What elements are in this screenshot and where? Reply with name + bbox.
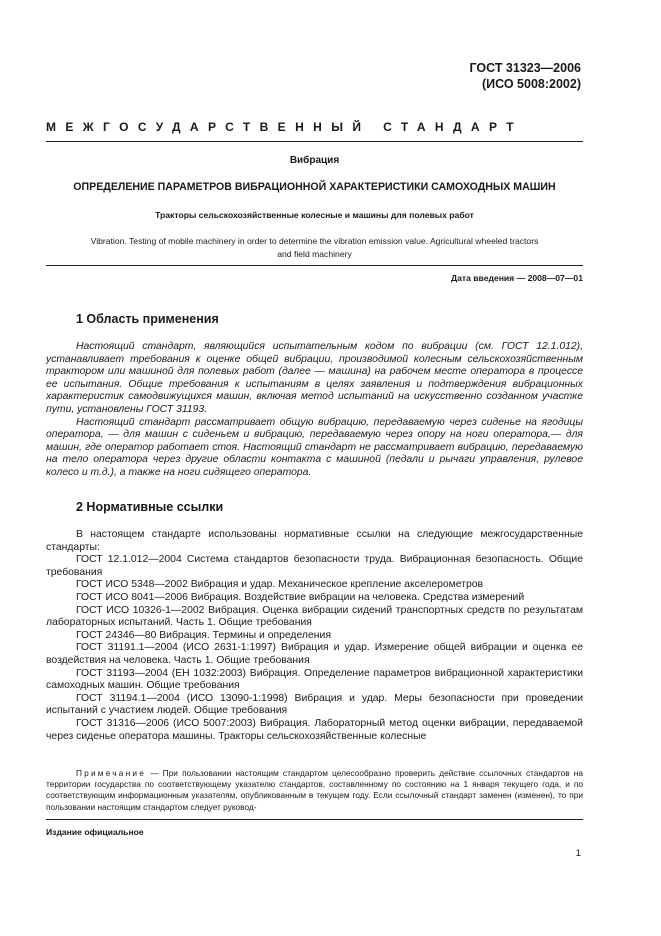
section-1-paragraph-2: Настоящий стандарт рассматривает общую вибрацию, передаваемую через сиденье на ягодицы оператора, — для машин с сиденьем и вибрацию, передаваемую через опору на ноги оператора,— для машин, где оператор работает стоя. Настоящий стандарт не рассматривает вибрацию, передаваемую на тело оператора через другие области контакта с машиной (педали и рычаги управления, рулевое колесо и т.д.), а также на ноги сидящего оператора. [46, 416, 583, 478]
reference-item: ГОСТ 31194.1—2004 (ИСО 13090-1:1998) Вибрация и удар. Меры безопасности при проведении испытаний с участием людей. Общие требования [46, 692, 583, 717]
section-2-heading: 2 Нормативные ссылки [76, 500, 224, 514]
reference-item: ГОСТ 12.1.012—2004 Система стандартов безопасности труда. Вибрационная безопасность. Общие требования [46, 554, 583, 578]
footer-divider [46, 819, 583, 820]
reference-item: ГОСТ ИСО 10326-1—2002 Вибрация. Оценка вибрации сидений транспортных средств по результатам лабораторных испытаний. Часть 1. Общие требования [46, 604, 583, 629]
reference-item: ГОСТ 31193—2004 (ЕН 1032:2003) Вибрация. Определение параметров вибрационной характеристики самоходных машин. Общие требования [46, 667, 583, 692]
note-paragraph [46, 768, 583, 813]
reference-item: ГОСТ ИСО 5348—2002 Вибрация и удар. Механическое крепление акселерометров [76, 579, 484, 591]
section-1-body [46, 341, 583, 480]
section-1-heading: 1 Область применения [76, 312, 219, 326]
english-title [46, 235, 583, 261]
document-subtitle: Тракторы сельскохозяйственные колесные и машины для полевых работ [155, 210, 474, 220]
effective-date: Дата введения — 2008—07—01 [450, 273, 583, 283]
reference-item: ГОСТ ИСО 8041—2006 Вибрация. Воздействие вибрации на человека. Средства измерений [76, 591, 525, 603]
document-title: ОПРЕДЕЛЕНИЕ ПАРАМЕТРОВ ВИБРАЦИОННОЙ ХАРАКТЕРИСТИКИ САМОХОДНЫХ МАШИН [73, 181, 556, 193]
gost-code: ГОСТ 31323—2006 [469, 61, 581, 75]
section-2-intro: В настоящем стандарте использованы нормативные ссылки на следующие межгосударственные стандарты: [46, 529, 583, 553]
note-label: Примечание [76, 768, 147, 778]
banner-divider [46, 141, 583, 142]
official-edition: Издание официальное [46, 827, 144, 837]
standard-number [469, 60, 581, 92]
interstate-standard-banner: МЕЖГОСУДАРСТВЕННЫЙ СТАНДАРТ [46, 120, 523, 134]
iso-code: (ИСО 5008:2002) [482, 77, 581, 91]
reference-item: ГОСТ 24346—80 Вибрация. Термины и определения [76, 629, 331, 641]
title-divider [46, 265, 583, 266]
page-number: 1 [575, 848, 581, 859]
section-1-paragraph-1: Настоящий стандарт, являющийся испытательным кодом по вибрации (см. ГОСТ 12.1.012), устанавливает требования к оценке общей вибрации, производимой колесным сельскохозяйственным трактором или машиной для полевых работ (далее — машина) на рабочем месте оператора в процессе ее испытания. Общие требования к испытаниям в целях заявления и подтверждения вибрационных характеристик самодвижущихся машин, включая метод испытаний на искусственно созданном участке пути, установлены ГОСТ 31193. [46, 341, 583, 415]
note-text: — При пользовании настоящим стандартом целесообразно проверить действие ссылочных стандартов на территории государства по соответствующему указателю стандартов, составленному по состоянию на 1 января текущего года, и по соответствующим информационным указателям, опубликованным в текущем году. Если ссылочный стандарт заменен (изменен), то при пользовании настоящим стандартом следует руковод- [46, 768, 583, 812]
document-topic: Вибрация [289, 155, 340, 166]
reference-item: ГОСТ 31191.1—2004 (ИСО 2631-1:1997) Вибрация и удар. Измерение общей вибрации и оценка ее воздействия на человека. Часть 1. Общие требования [46, 642, 583, 666]
english-title-line-2: and field machinery [277, 249, 352, 259]
english-title-line-1: Vibration. Testing of mobile machinery in order to determine the vibration emission value. Agricultural wheeled tractors [90, 236, 539, 246]
reference-item: ГОСТ 31316—2006 (ИСО 5007:2003) Вибрация. Лабораторный метод оценки вибрации, передаваемой через сиденье оператора машины. Тракторы сельскохозяйственные колесные [46, 717, 583, 742]
section-2-body [46, 529, 583, 743]
note [46, 768, 583, 813]
